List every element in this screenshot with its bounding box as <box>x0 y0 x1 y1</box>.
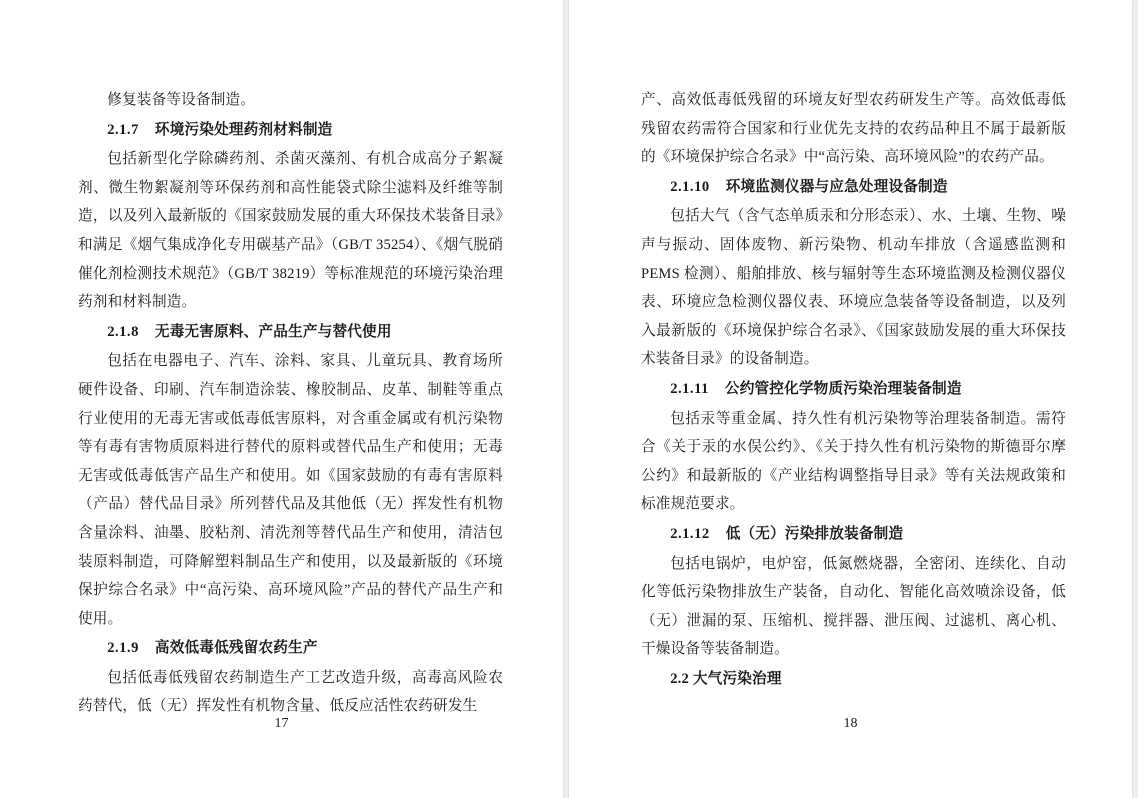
document-page-17 <box>0 0 563 798</box>
page-content-18 <box>641 86 1066 718</box>
paragraph: 包括电锅炉，电炉窑，低氮燃烧器，全密闭、连续化、自动化等低污染物排放生产装备，自动化、智能化高效喷涂设备，低（无）泄漏的泵、压缩机、搅拌器、泄压阀、过滤机、离心机、干燥设备等装备制造。 <box>641 555 1066 658</box>
heading-number: 2.1.12 <box>670 525 710 542</box>
section-heading: 2.2 大气污染治理 <box>670 670 782 687</box>
paragraph: 产、高效低毒低残留的环境友好型农药研发生产等。高效低毒低残留农药需符合国家和行业优先支持的农药品种且不属于最新版的《环境保护综合名录》中“高污染、高环境风险”的农药产品。 <box>641 92 1066 166</box>
heading-title: 环境监测仪器与应急处理设备制造 <box>725 178 948 195</box>
paragraph: 包括新型化学除磷药剂、杀菌灭藻剂、有机合成高分子絮凝剂、微生物絮凝剂等环保药剂和高性能袋式除尘滤料及纤维等制造，以及列入最新版的《国家鼓励发展的重大环保技术装备目录》和满足《烟气集成净化专用碳基产品》（GB/T 35254）、《烟气脱硝催化剂检测技术规范》（GB/T 38219）等标准规范的环境污染治理药剂和材料制造。 <box>78 151 503 311</box>
heading-number: 2.1.10 <box>670 178 710 195</box>
heading-title: 环境污染处理药剂材料制造 <box>154 121 333 138</box>
document-page-18 <box>569 0 1132 798</box>
section-heading <box>78 318 503 347</box>
heading-title: 无毒无害原料、产品生产与替代使用 <box>154 323 392 340</box>
section-heading <box>78 116 503 145</box>
heading-title: 低（无）污染排放装备制造 <box>725 525 904 542</box>
page-content-17 <box>78 86 503 718</box>
heading-number: 2.1.7 <box>107 121 139 138</box>
paragraph: 包括汞等重金属、持久性有机污染物等治理装备制造。需符合《关于汞的水俣公约》、《关于持久性有机污染物的斯德哥尔摩公约》和最新版的《产业结构调整指导目录》等有关法规政策和标准规范要求。 <box>641 410 1066 513</box>
page-number: 17 <box>274 716 289 731</box>
page-number: 18 <box>843 716 858 731</box>
section-heading <box>641 520 1066 549</box>
paragraph: 包括大气（含气态单质汞和分形态汞）、水、土壤、生物、噪声与振动、固体废物、新污染物、机动车排放（含遥感监测和PEMS 检测）、船舶排放、核与辐射等生态环境监测及检测仪器仪表、环境应急检测仪器仪表、环境应急装备等设备制造，以及列入最新版的《环境保护综合名录》、《国家鼓励发展的重大环保技术装备目录》的设备制造。 <box>641 208 1066 368</box>
paragraph: 包括低毒低残留农药制造生产工艺改造升级，高毒高风险农药替代，低（无）挥发性有机物含量、低反应活性农药研发生 <box>78 669 503 715</box>
section-heading <box>78 634 503 663</box>
heading-title: 公约管控化学物质污染治理装备制造 <box>724 380 962 397</box>
heading-number: 2.1.8 <box>107 323 139 340</box>
section-heading <box>641 375 1066 404</box>
section-heading <box>641 173 1066 202</box>
heading-number: 2.1.11 <box>670 380 709 397</box>
heading-number: 2.1.9 <box>107 640 139 657</box>
paragraph: 包括在电器电子、汽车、涂料、家具、儿童玩具、教育场所硬件设备、印刷、汽车制造涂装、橡胶制品、皮革、制鞋等重点行业使用的无毒无害或低毒低害原料，对含重金属或有机污染物等有毒有害物质原料进行替代的原料或替代品生产和使用；无毒无害或低毒低害产品生产和使用。如《国家鼓励的有毒有害原料（产品）替代品目录》所列替代品及其他低（无）挥发性有机物含量涂料、油墨、胶粘剂、清洗剂等替代品生产和使用，清洁包装原料制造，可降解塑料制品生产和使用，以及最新版的《环境保护综合名录》中“高污染、高环境风险”产品的替代产品生产和使用。 <box>78 353 503 627</box>
paragraph: 修复装备等设备制造。 <box>107 92 256 108</box>
heading-title: 高效低毒低残留农药生产 <box>154 640 318 657</box>
